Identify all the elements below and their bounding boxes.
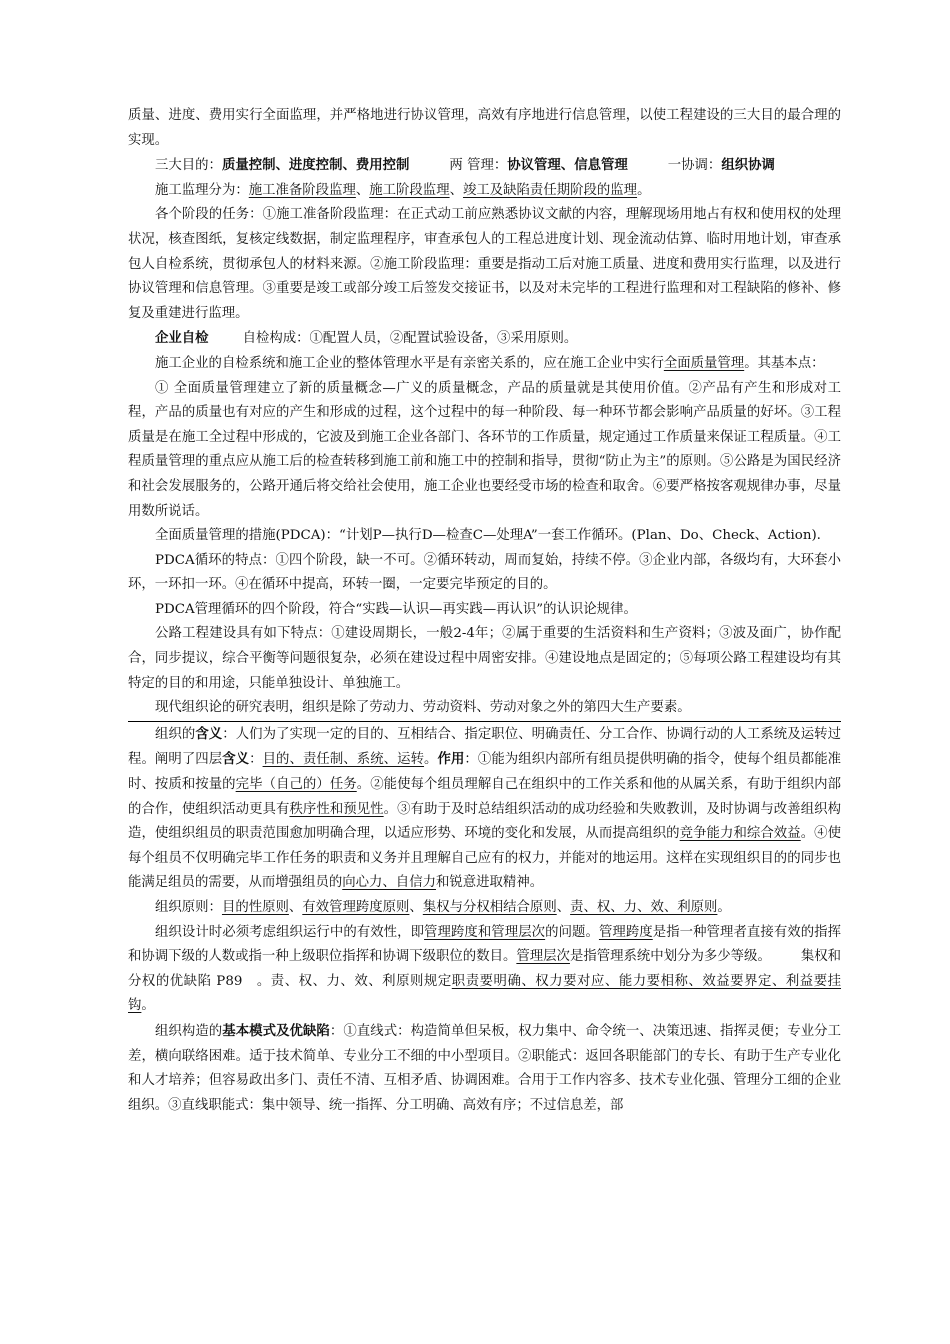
principle-item: 责、权、力、效、利原则 — [570, 900, 718, 915]
stage-preparation: 施工准备阶段监理 — [248, 182, 356, 198]
paragraph-tqm-intro — [128, 352, 841, 377]
stages-label: 施工监理分为： — [155, 182, 249, 198]
text: 。②能使每个组员理解自己在组织中的工作关系和他的从属关系，有助于组织内部的合作，使组织活动更具有 — [128, 777, 842, 817]
three-goals-label: 三大目的： — [155, 158, 222, 174]
underlined-phrase: 向心力、自信力 — [342, 875, 436, 891]
one-coordination-text: 组织协调 — [721, 157, 775, 174]
term-meaning: 含义 — [195, 725, 223, 742]
underlined-phrase: 管理跨度和管理层次 — [424, 924, 546, 940]
period: 。 — [717, 900, 731, 915]
paragraph-supervision-stages — [128, 179, 841, 204]
text: 组织设计时必须考虑组织运行中的有效性，即 — [155, 924, 425, 940]
text: ：①直线式：构造简单但呆板，权力集中、命令统一、决策迅速、指挥灵便；专业分工差，横向联络困难。适于技术简单、专业分工不细的中小型项目。②职能式：返回各职能部门的专长、有助于生产专业化和人才培养；但容易政出多门、责任不清、互相矛盾、协调困难。合用于工作内容多、技术专业化强、管理分工细的企业组织。③直线职能式：集中领导、统一指挥、分工明确、高效有序；不过信息差，部 — [128, 1023, 842, 1113]
underlined-phrase: 职责要明确、权力要对应、能力要相称、效益要界定、利益要挂钩 — [128, 973, 842, 1014]
text: ： — [249, 752, 263, 768]
paragraph-organization-structure — [128, 1019, 841, 1118]
tqm-intro-text: 施工企业的自检系统和施工企业的整体管理水平是有亲密关系的，应在施工企业中实行 — [155, 355, 664, 371]
text: 是指一种管理者直接有效的指挥和协调下级的人数或指一种上级职位指挥和协调下级职位的数目。 — [128, 924, 842, 965]
paragraph-pdca-measures: 全面质量管理的措施(PDCA)：“计划P—执行D—检查C—处理A”一套工作循环。(Plan、Do、Check、Action). — [155, 528, 821, 544]
self-inspection-heading: 企业自检 — [155, 330, 209, 347]
separator: 、 — [556, 900, 571, 915]
term-meaning: 含义 — [222, 751, 250, 768]
separator: 、 — [449, 182, 463, 198]
paragraph-self-inspection — [128, 326, 841, 352]
paragraph-highway-features: 公路工程建设具有如下特点：①建设周期长，一般2-4年；②属于重要的生活资料和生产资料；③波及面广，协作配合，同步提议，综合平衡等问题很复杂，必须在建设过程中周密安排。④建设地点是固定的；⑤每项公路工程建设均有其特定的目的和用途，只能单独设计、单独施工。 — [128, 626, 841, 691]
paragraph-pdca-stages: PDCA管理循环的四个阶段，符合“实践—认识—再实践—再认识”的认识论规律。 — [155, 601, 637, 617]
underlined-phrase: 秩序性和预见性 — [289, 801, 384, 817]
paragraph-supervision-intro: 质量、进度、费用实行全面监理，并严格地进行协议管理，高效有序地进行信息管理，以使工程建设的三大目的最合理的实现。 — [128, 108, 841, 148]
stage-construction: 施工阶段监理 — [369, 182, 450, 198]
paragraph-organization-theory: 现代组织论的研究表明，组织是除了劳动力、劳动资料、劳动对象之外的第四大生产要素。 — [155, 700, 691, 716]
one-coordination-label: 一协调： — [667, 158, 722, 174]
two-management-label: 两 管理： — [449, 158, 508, 174]
principle-item: 有效管理跨度原则 — [302, 900, 410, 915]
text: 。 — [424, 752, 438, 768]
text: 。 — [141, 998, 155, 1014]
text: 和锐意进取精神。 — [435, 875, 544, 891]
text: 。③有助于及时总结组织活动的成功经验和失败教训，及时协调与改善组织构造，使组织组员的职责范围愈加明确合理，以适应形势、环境的变化和发展，从而提高组织的 — [128, 801, 842, 842]
principle-item: 目的性原则 — [221, 900, 289, 915]
text: 的问题。 — [545, 924, 599, 940]
text: ：①能为组织内部所有组员提供明确的指令，使每个组员都能准时、按质和按量的 — [128, 752, 842, 793]
text: 组织的 — [155, 726, 196, 742]
bold-phrase: 基本模式及优缺陷 — [222, 1022, 330, 1039]
text: 集权和分权的优缺陷 P89 — [128, 949, 842, 989]
paragraph-organization-principles — [128, 896, 841, 921]
principles-label: 组织原则： — [155, 900, 222, 915]
paragraph-organization-meaning — [128, 722, 841, 896]
tqm-intro-tail: 。其基本点： — [744, 355, 825, 371]
paragraph-organization-design — [128, 921, 841, 1019]
four-meanings: 目的、责任制、系统、运转 — [262, 752, 425, 768]
paragraph-three-goals — [128, 153, 841, 179]
underlined-phrase: 完毕（自己的）任务 — [235, 777, 357, 793]
two-management-text: 协议管理、信息管理 — [507, 157, 628, 174]
stage-completion: 竣工及缺陷责任期阶段的监理 — [462, 182, 638, 198]
text: 是指管理系统中划分为多少等级。 — [569, 949, 771, 965]
text: 。责、权、力、效、利原则规定 — [256, 973, 452, 989]
underlined-phrase: 竞争能力和综合效益 — [679, 826, 801, 842]
separator: 、 — [288, 900, 303, 915]
text: 组织构造的 — [155, 1023, 223, 1039]
paragraph-pdca-features: PDCA循环的特点：①四个阶段，缺一不可。②循环转动，周而复始，持续不停。③企业内部，各级均有，大环套小环，一环扣一环。④在循环中提高，环转一圈，一定要完毕预定的目的。 — [128, 552, 841, 593]
separator: 、 — [355, 182, 370, 198]
paragraph-stage-tasks: 各个阶段的任务：①施工准备阶段监理：在正式动工前应熟悉协议文献的内容，理解现场用地占有权和使用权的处理状况，核查图纸，复核定线数据，制定监理程序，审查承包人的工程总进度计划、现金流动估算、临时用地计划，审查承包人自检系统，贯彻承包人的材料来源。②施工阶段监理：重要是指动工后对施工质量、进度和费用实行监理，以及进行协议管理和信息管理。③重要是竣工或部分竣工后签发交接证书，以及对未完毕的工程进行监理和对工程缺陷的修补、修复及重建进行监理。 — [128, 207, 841, 321]
tqm-term: 全面质量管理 — [663, 355, 745, 371]
term-function: 作用 — [437, 751, 465, 768]
text: 。④使每个组员不仅明确完毕工作任务的职责和义务并且理解自己应有的权力，并能对的地运用。这样在实现组织目的的同步也能满足组员的需要，从而增强组员的 — [128, 826, 842, 891]
document-page — [128, 104, 841, 1118]
paragraph-tqm-points: ① 全面质量管理建立了新的质量概念—广义的质量概念，产品的质量就是其使用价值。②产品有产生和形成对工程，产品的质量也有对应的产生和形成的过程，这个过程中的每一种阶段、每一种环节都会影响产品质量的好坏。③工程质量是在施工全过程中形成的，它波及到施工企业各部门、各环节的工作质量，规定通过工作质量来保证工程质量。④工程质量管理的重点应从施工后的检查转移到施工前和施工中的控制和指导，贯彻“防止为主”的原则。⑤公路是为国民经济和社会发展服务的，公路开通后将交给社会使用，施工企业也要经受市场的检查和取舍。⑥要严格按客观规律办事，尽量用数所说话。 — [128, 380, 841, 519]
self-inspection-text: 自检构成：①配置人员，②配置试验设备，③采用原则。 — [242, 331, 578, 347]
period: 。 — [637, 182, 651, 198]
three-goals-text: 质量控制、进度控制、费用控制 — [221, 157, 410, 174]
principle-item: 集权与分权相结合原则 — [422, 900, 557, 915]
underlined-phrase: 管理层次 — [516, 949, 570, 965]
separator: 、 — [409, 900, 423, 915]
underlined-phrase: 管理跨度 — [598, 924, 653, 940]
text: ：人们为了实现一定的目的、互相结合、指定职位、明确责任、分工合作、协调行动的人工系统及运转过程。阐明了四层 — [128, 726, 842, 768]
